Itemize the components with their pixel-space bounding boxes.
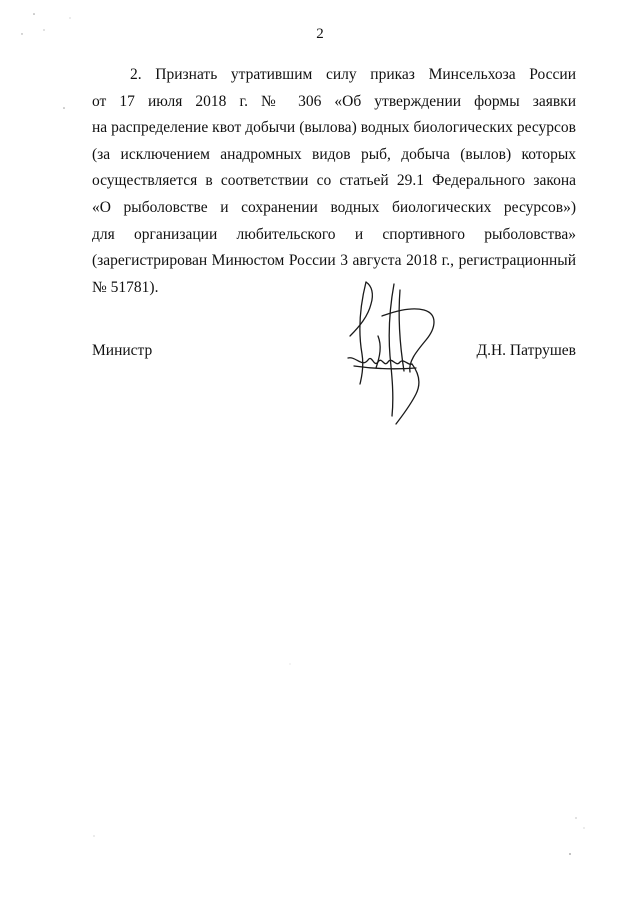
handwritten-signature xyxy=(338,276,444,426)
signatory-name: Д.Н. Патрушев xyxy=(476,342,576,359)
signatory-title: Министр xyxy=(92,342,153,359)
paragraph-line: осуществляется в соответствии со статьей 29.1 Федерального закона xyxy=(92,172,576,190)
paragraph-line: № 51781). xyxy=(92,278,159,296)
paragraph-2 xyxy=(92,62,576,301)
paragraph-line: на распределение квот добычи (вылова) водных биологических ресурсов xyxy=(92,119,576,137)
paragraph-line: (за исключением анадромных видов рыб, добыча (вылов) которых xyxy=(92,145,576,163)
paragraph-line: 2. Признать утратившим силу приказ Минсельхоза России xyxy=(130,66,576,83)
paragraph-line: от 17 июля 2018 г. № 306 «Об утверждении формы заявки xyxy=(92,92,576,110)
paragraph-line: для организации любительского и спортивного рыболовства» xyxy=(92,225,576,243)
paragraph-line: «О рыболовстве и сохранении водных биологических ресурсов») xyxy=(92,198,576,216)
paragraph-line: (зарегистрирован Минюстом России 3 августа 2018 г., регистрационный xyxy=(92,252,576,270)
page-number: 2 xyxy=(316,26,324,42)
